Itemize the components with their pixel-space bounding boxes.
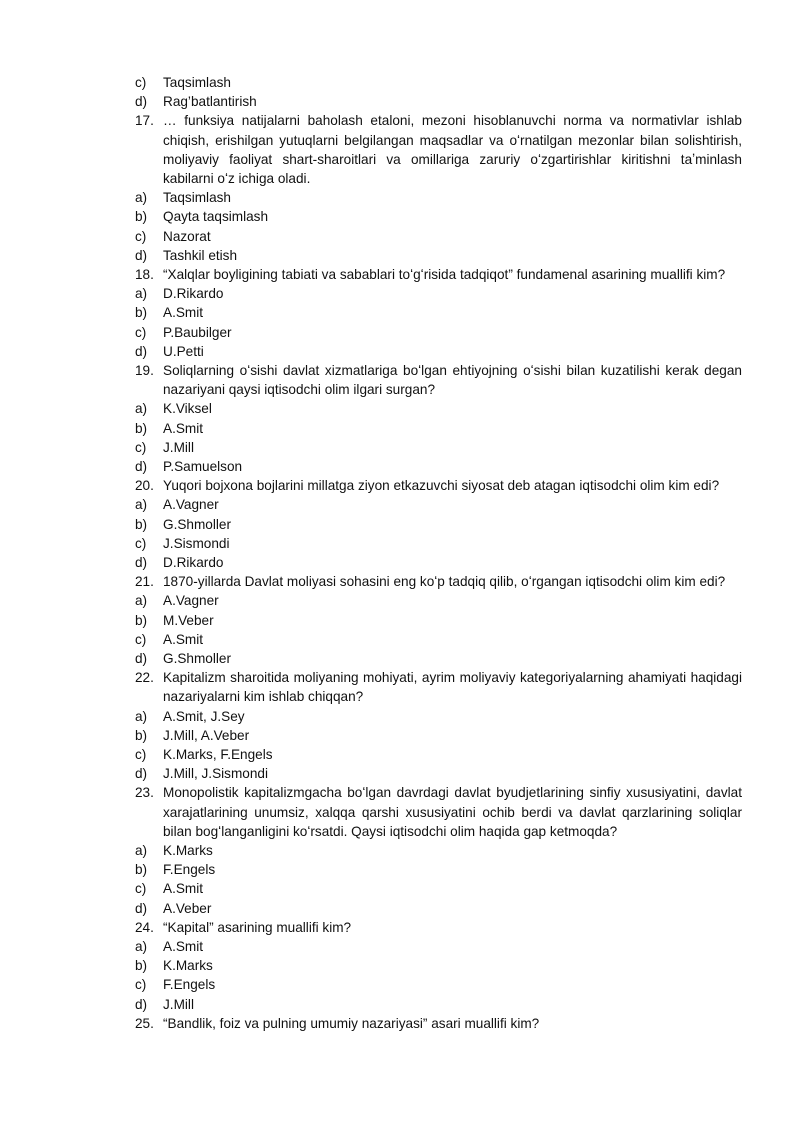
item-text: K.Marks xyxy=(163,958,213,974)
item-text: nazariyalarni kim ishlab chiqqan? xyxy=(163,689,364,705)
item-text: G.Shmoller xyxy=(163,516,231,532)
item-marker: 17. xyxy=(135,113,154,129)
item-text: G.Shmoller xyxy=(163,651,231,666)
item-marker: c) xyxy=(135,324,147,340)
item-text: Rag’batlantirish xyxy=(163,94,257,110)
item-text: P.Baubilger xyxy=(163,324,232,340)
item-text: F.Engels xyxy=(163,977,216,993)
item-text: A.Vagner xyxy=(163,593,219,609)
item-text: U.Petti xyxy=(163,343,204,359)
item-marker: d) xyxy=(135,94,148,110)
item-marker: a) xyxy=(135,401,148,417)
item-marker: c) xyxy=(135,631,147,647)
item-marker: d) xyxy=(135,343,148,359)
item-text: K.Marks, F.Engels xyxy=(163,747,273,762)
item-text: Kapitalizm sharoitida moliyaning mohiyati, ayrim moliyaviy kategoriyalarning ahamiyati haqidagi xyxy=(163,670,742,686)
item-text: A.Vagner xyxy=(163,497,219,513)
item-marker: b) xyxy=(135,862,148,878)
item-text: A.Smit xyxy=(163,881,204,897)
item-marker: c) xyxy=(135,535,147,551)
item-marker: b) xyxy=(135,420,148,436)
item-marker: b) xyxy=(135,209,148,225)
item-text: A.Smit xyxy=(163,305,204,321)
item-marker: d) xyxy=(135,555,148,570)
item-text: D.Rikardo xyxy=(163,286,224,302)
item-text: moliyaviy faoliyat shart-sharoitlari va omillariga zaruriy oʻzgartirishlar kiritishni taʼminlash xyxy=(163,151,742,167)
item-text: P.Samuelson xyxy=(163,459,243,474)
item-text: xarajatlarining unumsiz, xalqqa qarshi xususiyatini ochib berdi va davlat qarzlarining soliqlar xyxy=(163,804,742,820)
item-text: A.Smit, J.Sey xyxy=(163,708,245,724)
item-marker: 24. xyxy=(135,919,154,935)
item-text: “Kapital” asarining muallifi kim? xyxy=(163,919,352,935)
item-marker: 18. xyxy=(135,267,154,282)
item-text: J.Mill, J.Sismondi xyxy=(163,766,268,782)
item-text: … funksiya natijalarni baholash etaloni, mezoni hisoblanuvchi norma va normativlar ishlab xyxy=(163,113,742,129)
item-marker: d) xyxy=(135,247,148,263)
item-marker: a) xyxy=(135,708,148,724)
item-text: Monopolistik kapitalizmgacha boʻlgan davrdagi davlat byudjetlarining sinfiy xususiyatini, davlat xyxy=(163,785,742,801)
item-marker: c) xyxy=(135,881,147,897)
item-marker: b) xyxy=(135,516,148,532)
item-marker: 20. xyxy=(135,478,154,494)
item-marker: 22. xyxy=(135,670,154,686)
item-text: nazariyani qaysi iqtisodchi olim ilgari surgan? xyxy=(163,382,436,398)
item-text: J.Mill xyxy=(163,439,194,455)
item-marker: a) xyxy=(135,497,148,513)
item-marker: a) xyxy=(135,190,148,206)
item-text: “Xalqlar boyligining tabiati va sabablari toʻgʻrisida tadqiqot” fundamenal asarining muallifi kim? xyxy=(163,267,726,282)
item-marker: a) xyxy=(135,843,148,858)
item-marker: 19. xyxy=(135,363,154,378)
item-text: chiqish, erishilgan yutuqlarni belgilangan maqsadlar va oʻrnatilgan mezonlar bilan solishtirish, xyxy=(163,132,742,148)
item-marker: c) xyxy=(135,228,147,244)
item-marker: b) xyxy=(135,727,148,743)
item-marker: c) xyxy=(135,75,147,90)
item-text: F.Engels xyxy=(163,862,216,878)
item-text: A.Smit xyxy=(163,631,204,647)
item-text: M.Veber xyxy=(163,612,214,628)
item-text: 1870-yillarda Davlat moliyasi sohasini eng koʻp tadqiq qilib, oʻrgangan iqtisodchi olim kim edi? xyxy=(163,574,726,590)
item-text: A.Smit xyxy=(163,420,204,436)
item-marker: a) xyxy=(135,286,148,302)
item-text: A.Veber xyxy=(163,900,212,916)
item-text: “Bandlik, foiz va pulning umumiy nazariyasi” asari muallifi kim? xyxy=(163,1015,540,1031)
item-text: K.Marks xyxy=(163,843,213,858)
item-text: Taqsimlash xyxy=(163,190,231,206)
item-text: kabilarni oʻz ichiga oladi. xyxy=(163,171,311,186)
item-marker: b) xyxy=(135,612,148,628)
item-text: J.Sismondi xyxy=(163,535,230,551)
item-text: J.Mill xyxy=(163,996,194,1012)
item-text: K.Viksel xyxy=(163,401,212,417)
item-marker: 23. xyxy=(135,785,154,801)
item-marker: d) xyxy=(135,651,148,666)
item-marker: d) xyxy=(135,996,148,1012)
item-marker: d) xyxy=(135,900,148,916)
item-marker: c) xyxy=(135,439,147,455)
item-marker: b) xyxy=(135,305,148,321)
item-text: Tashkil etish xyxy=(163,247,238,263)
item-text: D.Rikardo xyxy=(163,555,224,570)
item-marker: b) xyxy=(135,958,148,974)
item-marker: 21. xyxy=(135,574,154,590)
item-text: bilan bogʻlanganligini koʻrsatdi. Qaysi iqtisodchi olim haqida gap ketmoqda? xyxy=(163,823,618,839)
item-marker: c) xyxy=(135,747,147,762)
item-marker: 25. xyxy=(135,1015,154,1031)
item-text: Qayta taqsimlash xyxy=(163,209,269,225)
item-text: Taqsimlash xyxy=(163,75,231,90)
item-marker: c) xyxy=(135,977,147,993)
item-marker: a) xyxy=(135,593,148,609)
item-text: Soliqlarning oʻsishi davlat xizmatlariga boʻlgan ehtiyojning oʻsishi bilan kuzatilishi kerak degan xyxy=(163,363,742,378)
item-text: J.Mill, A.Veber xyxy=(163,727,250,743)
item-marker: d) xyxy=(135,459,148,474)
item-text: Yuqori bojxona bojlarini millatga ziyon etkazuvchi siyosat deb atagan iqtisodchi olim kim edi? xyxy=(163,478,720,494)
item-text: A.Smit xyxy=(163,939,204,954)
item-marker: a) xyxy=(135,939,148,954)
item-text: Nazorat xyxy=(163,228,211,244)
item-marker: d) xyxy=(135,766,148,782)
